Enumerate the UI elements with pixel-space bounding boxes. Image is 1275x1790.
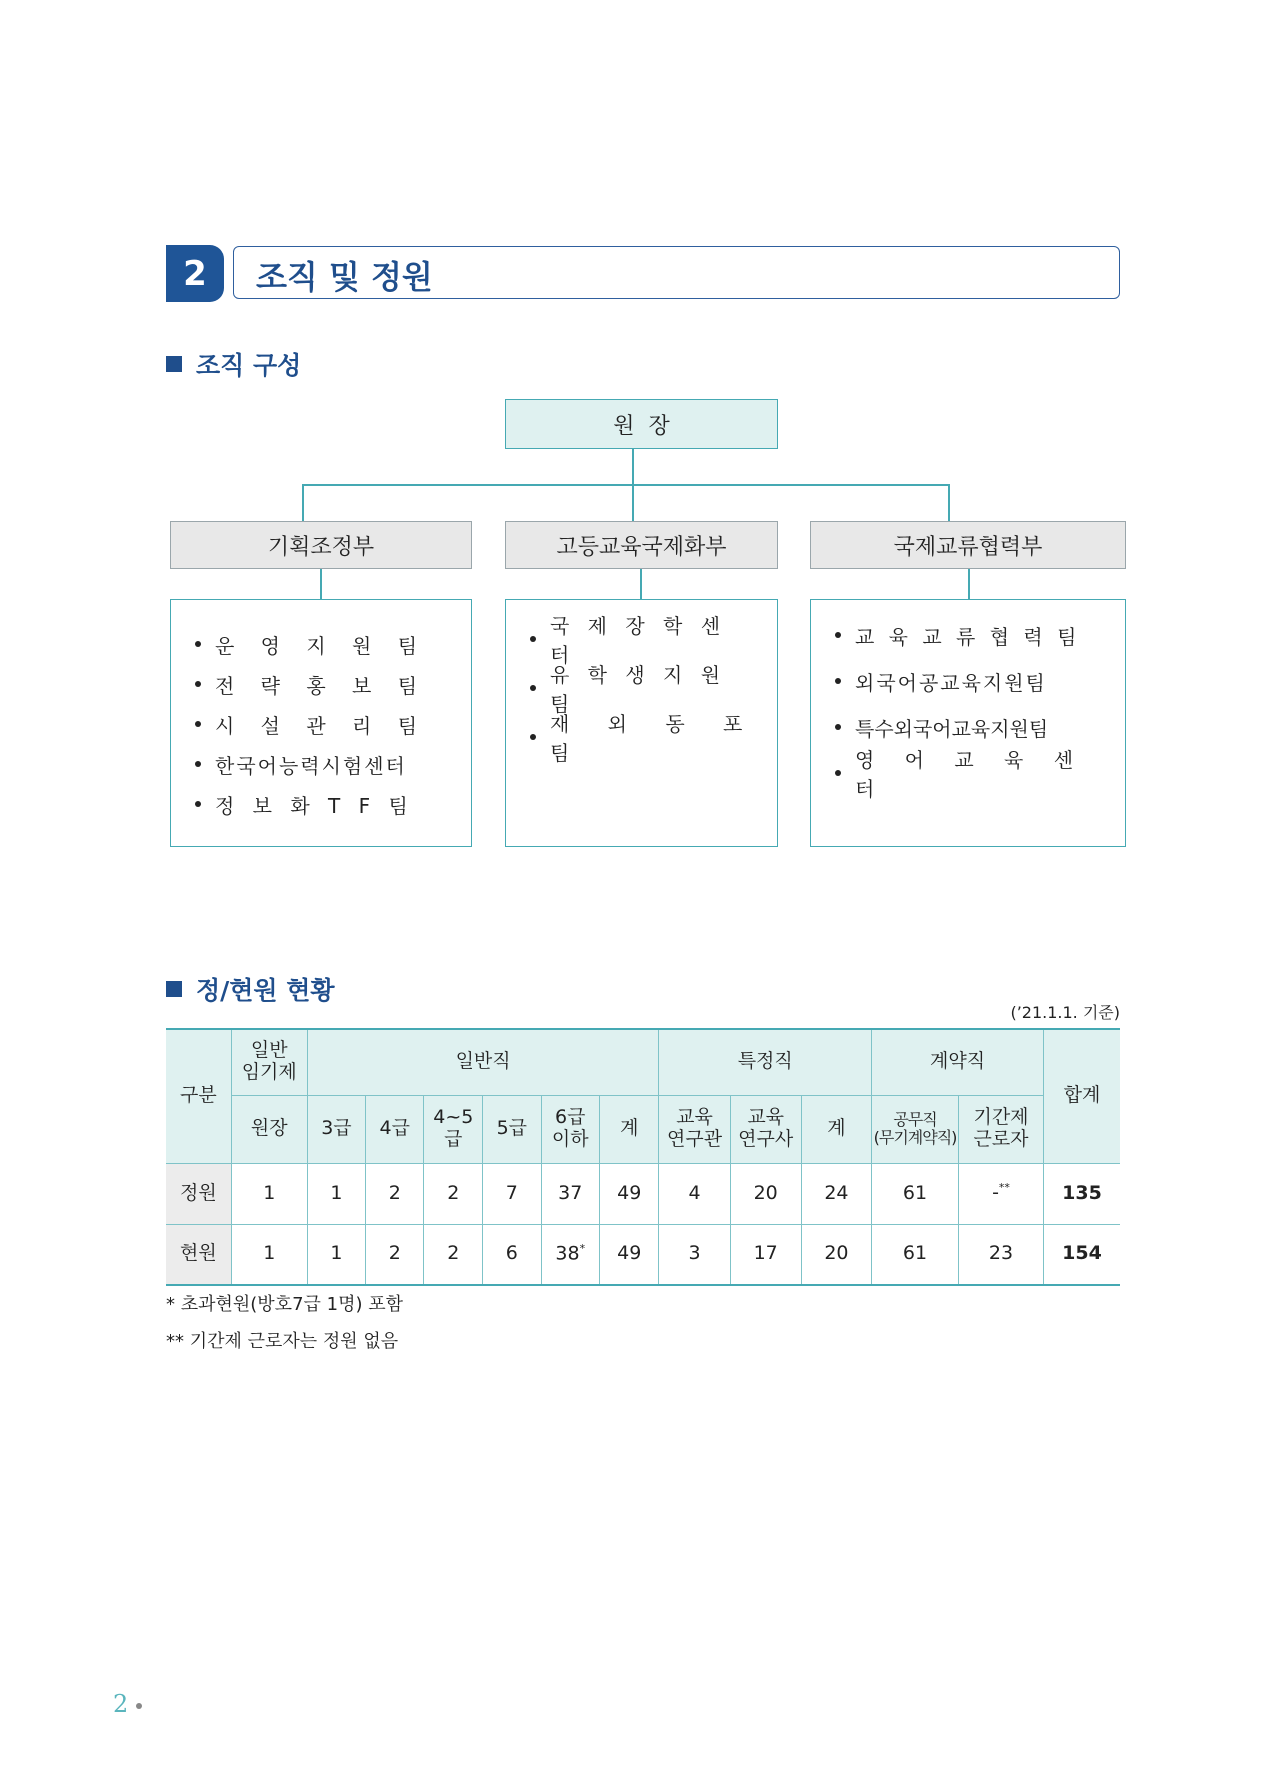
- table-cell: [424, 1224, 483, 1285]
- list-item: [195, 664, 457, 704]
- table-row: [166, 1163, 1120, 1224]
- subheader: 공무직 (무기계약직): [872, 1095, 959, 1163]
- bullet-icon: [835, 724, 841, 730]
- list-item: [530, 711, 763, 765]
- cell-value: 61: [902, 1181, 928, 1204]
- cell-value: 1: [330, 1181, 343, 1204]
- table-cell: [959, 1224, 1044, 1285]
- cell-value: 37: [558, 1181, 583, 1204]
- dept-box-higher-ed: [505, 521, 778, 569]
- table-cell: [659, 1224, 730, 1285]
- bullet-icon: [530, 636, 536, 642]
- page-number: 2: [113, 1690, 129, 1718]
- row-total: 135: [1044, 1163, 1121, 1224]
- org-head-box: [505, 399, 778, 449]
- dept-label: 국제교류협력부: [893, 534, 1043, 560]
- table-cell: [231, 1224, 307, 1285]
- org-heading-text: 조직 구성: [196, 351, 302, 380]
- dept-box-planning: [170, 521, 472, 569]
- table-cell: [424, 1163, 483, 1224]
- subheader: 4급: [366, 1095, 424, 1163]
- table-cell: [483, 1163, 541, 1224]
- subheader: 계: [600, 1095, 659, 1163]
- cell-value: 61: [902, 1242, 928, 1265]
- bullet-icon: [195, 761, 201, 767]
- table-cell: [801, 1163, 871, 1224]
- team-list-box-planning: [170, 599, 472, 847]
- cell-value: 38: [555, 1242, 580, 1265]
- subheader: 교육 연구관: [659, 1095, 730, 1163]
- team-list: [530, 613, 763, 765]
- staffing-table: [166, 1028, 1120, 1286]
- table-cell: [307, 1224, 365, 1285]
- table-cell: [872, 1224, 959, 1285]
- subheader: 교육 연구사: [730, 1095, 801, 1163]
- cell-value: 1: [263, 1242, 276, 1265]
- list-item: [835, 748, 1111, 801]
- cell-value: 20: [753, 1181, 778, 1204]
- square-bullet-icon: [166, 356, 182, 372]
- section-title-box: [233, 246, 1120, 299]
- list-item: [530, 613, 763, 667]
- cell-value: 3: [688, 1242, 701, 1265]
- subheader: 원장: [231, 1095, 307, 1163]
- cell-value: 4: [688, 1181, 701, 1204]
- org-heading: [166, 346, 301, 382]
- table-cell: [730, 1163, 801, 1224]
- team-name: 재 외 동 포 팀: [550, 711, 759, 765]
- connector-line: [302, 484, 950, 486]
- list-item: [195, 744, 457, 784]
- bullet-icon: [835, 632, 841, 638]
- section-number: 2: [166, 245, 224, 302]
- header-total: 합계: [1044, 1029, 1121, 1163]
- table-cell: [801, 1224, 871, 1285]
- connector-line: [948, 484, 950, 521]
- cell-value: 6: [505, 1242, 518, 1265]
- header-contract: 계약직: [872, 1029, 1044, 1095]
- cell-value: 24: [824, 1181, 849, 1204]
- table-cell: [541, 1224, 600, 1285]
- table-row: [166, 1224, 1120, 1285]
- footnote: * 초과현원(방호7급 1명) 포함: [166, 1294, 403, 1315]
- cell-value: -: [992, 1181, 999, 1204]
- table-cell: [231, 1163, 307, 1224]
- header-general: 일반직: [307, 1029, 659, 1095]
- list-item: [530, 662, 763, 716]
- cell-value: 1: [330, 1242, 343, 1265]
- connector-line: [320, 569, 322, 599]
- subheader: 3급: [307, 1095, 365, 1163]
- connector-line: [968, 569, 970, 599]
- team-name: 특수외국어교육지원팀: [855, 716, 1049, 741]
- subheader: 4~5 급: [424, 1095, 483, 1163]
- cell-value: 20: [824, 1242, 849, 1265]
- subheader: 기간제 근로자: [959, 1095, 1044, 1163]
- dept-box-intl-exchange: [810, 521, 1126, 569]
- header-special: 특정직: [659, 1029, 872, 1095]
- team-name: 전 략 홍 보 팀: [215, 673, 428, 698]
- table-cell: [600, 1224, 659, 1285]
- list-item: [195, 624, 457, 664]
- cell-value: 17: [753, 1242, 778, 1265]
- team-name: 영 어 교 육 센 터: [855, 748, 1086, 801]
- team-name: 운 영 지 원 팀: [215, 633, 428, 658]
- dept-label: 고등교육국제화부: [556, 534, 727, 560]
- table-cell: [366, 1224, 424, 1285]
- subheader: 6급 이하: [541, 1095, 600, 1163]
- header-general-fixed: 일반 임기제: [231, 1029, 307, 1095]
- staffing-table-body: [166, 1163, 1120, 1285]
- connector-line: [302, 484, 304, 521]
- row-label: 현원: [166, 1224, 231, 1285]
- cell-value: 7: [505, 1181, 518, 1204]
- footnote-marker: *: [579, 1242, 586, 1256]
- list-item: [195, 704, 457, 744]
- team-name: 국 제 장 학 센 터: [550, 613, 727, 667]
- team-name: 정 보 화 T F 팀: [215, 793, 414, 818]
- cell-value: 2: [388, 1242, 401, 1265]
- table-cell: [483, 1224, 541, 1285]
- connector-line: [640, 569, 642, 599]
- footnote-marker: **: [998, 1181, 1010, 1195]
- row-total: 154: [1044, 1224, 1121, 1285]
- team-list: [195, 624, 457, 824]
- cell-value: 49: [617, 1181, 642, 1204]
- table-cell: [600, 1163, 659, 1224]
- cell-value: 2: [447, 1181, 460, 1204]
- page-dot-icon: [136, 1703, 142, 1709]
- bullet-icon: [195, 721, 201, 727]
- team-name: 유 학 생 지 원 팀: [550, 662, 727, 716]
- team-name: 교 육 교 류 협 력 팀: [855, 624, 1081, 649]
- table-cell: [307, 1163, 365, 1224]
- footnote: ** 기간제 근로자는 정원 없음: [166, 1331, 399, 1352]
- table-cell: [872, 1163, 959, 1224]
- cell-value: 2: [447, 1242, 460, 1265]
- table-cell: [659, 1163, 730, 1224]
- table-cell: [541, 1163, 600, 1224]
- bullet-icon: [835, 678, 841, 684]
- list-item: [835, 612, 1111, 658]
- list-item: [835, 658, 1111, 704]
- row-label: 정원: [166, 1163, 231, 1224]
- bullet-icon: [835, 770, 841, 776]
- bullet-icon: [530, 734, 536, 740]
- cell-value: 49: [617, 1242, 642, 1265]
- team-name: 시 설 관 리 팀: [215, 713, 428, 738]
- section-title: 조직 및 정원: [256, 258, 433, 296]
- team-name: 외국어공교육지원팀: [855, 670, 1047, 695]
- list-item: [195, 784, 457, 824]
- bullet-icon: [195, 801, 201, 807]
- header-category: 구분: [166, 1029, 231, 1163]
- subheader: 계: [801, 1095, 871, 1163]
- org-head-label: 원 장: [613, 413, 670, 439]
- bullet-icon: [530, 685, 536, 691]
- team-list-box-intl-exchange: [810, 599, 1126, 847]
- staffing-heading: [166, 971, 335, 1007]
- as-of-date: (’21.1.1. 기준): [1010, 1003, 1120, 1022]
- table-cell: [730, 1224, 801, 1285]
- cell-value: 2: [388, 1181, 401, 1204]
- staffing-heading-text: 정/현원 현황: [196, 976, 335, 1005]
- table-cell: [959, 1163, 1044, 1224]
- cell-value: 1: [263, 1181, 276, 1204]
- table-cell: [366, 1163, 424, 1224]
- team-list-box-higher-ed: [505, 599, 778, 847]
- team-list: [835, 612, 1111, 801]
- bullet-icon: [195, 681, 201, 687]
- square-bullet-icon: [166, 981, 182, 997]
- bullet-icon: [195, 641, 201, 647]
- team-name: 한국어능력시험센터: [215, 753, 407, 778]
- dept-label: 기획조정부: [267, 534, 375, 560]
- subheader: 5급: [483, 1095, 541, 1163]
- cell-value: 23: [988, 1242, 1014, 1265]
